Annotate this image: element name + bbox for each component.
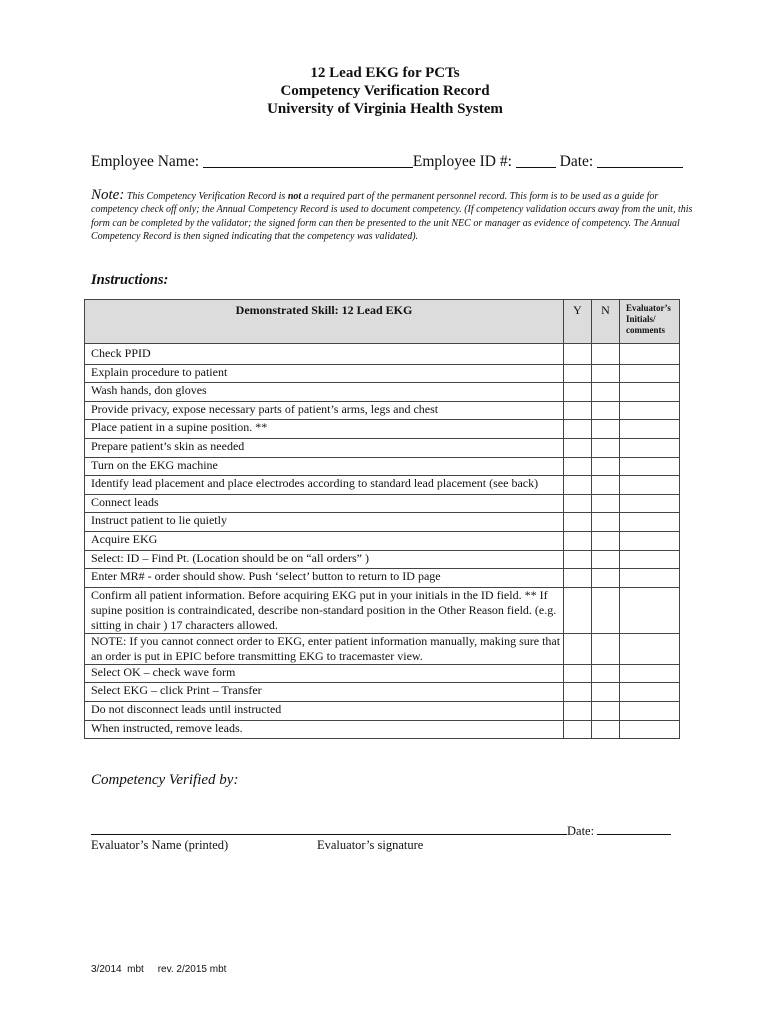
skill-cell: Connect leads [85,494,564,513]
form-header [0,64,770,118]
employee-name-label: Employee Name: [91,153,200,170]
skill-cell: Instruct patient to lie quietly [85,513,564,532]
yes-checkbox-cell[interactable] [564,401,592,420]
skill-cell: Select OK – check wave form [85,664,564,683]
table-row [85,401,680,420]
yes-checkbox-cell[interactable] [564,494,592,513]
evaluator-comment-cell[interactable] [620,683,680,702]
no-checkbox-cell[interactable] [592,438,620,457]
no-checkbox-cell[interactable] [592,476,620,495]
yes-checkbox-cell[interactable] [564,701,592,720]
no-checkbox-cell[interactable] [592,701,620,720]
yes-checkbox-cell[interactable] [564,457,592,476]
evaluator-comment-cell[interactable] [620,513,680,532]
date-label: Date: [559,153,594,170]
no-checkbox-cell[interactable] [592,683,620,702]
evaluator-comment-cell[interactable] [620,383,680,402]
skill-cell: Explain procedure to patient [85,364,564,383]
table-row [85,664,680,683]
evaluator-signature-field[interactable] [91,822,567,835]
skill-cell: Wash hands, don gloves [85,383,564,402]
table-row [85,587,680,633]
table-row [85,364,680,383]
instructions-heading: Instructions: [91,272,169,288]
yes-checkbox-cell[interactable] [564,383,592,402]
skill-cell: Select EKG – click Print – Transfer [85,683,564,702]
no-checkbox-cell[interactable] [592,664,620,683]
skill-column-header: Demonstrated Skill: 12 Lead EKG [85,300,564,344]
signature-date-field[interactable] [597,822,671,835]
evaluator-comment-cell[interactable] [620,531,680,550]
evaluator-comment-cell[interactable] [620,550,680,569]
table-row [85,438,680,457]
evaluator-comment-cell[interactable] [620,494,680,513]
table-header-row [85,300,680,344]
evaluator-comment-cell[interactable] [620,438,680,457]
employee-name-field[interactable] [203,153,413,168]
no-checkbox-cell[interactable] [592,494,620,513]
note-text-bold: not [287,191,302,202]
skill-cell: Enter MR# - order should show. Push ‘select’ button to return to ID page [85,569,564,588]
skill-cell: NOTE: If you cannot connect order to EKG, enter patient information manually, making sure that an order is put in EPIC before transmitting EKG to tracemaster view. [85,633,564,664]
note-label: Note: [91,187,125,203]
skill-cell: Provide privacy, expose necessary parts of patient’s arms, legs and chest [85,401,564,420]
signature-line [91,822,671,839]
skill-cell: Acquire EKG [85,531,564,550]
yes-checkbox-cell[interactable] [564,513,592,532]
yes-checkbox-cell[interactable] [564,438,592,457]
skill-cell: When instructed, remove leads. [85,720,564,739]
no-checkbox-cell[interactable] [592,513,620,532]
evaluator-name-label: Evaluator’s Name (printed) [91,838,229,852]
no-checkbox-cell[interactable] [592,550,620,569]
no-checkbox-cell[interactable] [592,531,620,550]
skill-cell: Turn on the EKG machine [85,457,564,476]
no-checkbox-cell[interactable] [592,587,620,633]
no-column-header: N [592,300,620,344]
table-row [85,701,680,720]
table-row [85,420,680,439]
table-row [85,344,680,365]
note-paragraph [91,189,696,243]
no-checkbox-cell[interactable] [592,344,620,365]
yes-checkbox-cell[interactable] [564,550,592,569]
evaluator-comment-cell[interactable] [620,401,680,420]
table-row [85,633,680,664]
no-checkbox-cell[interactable] [592,420,620,439]
table-row [85,531,680,550]
table-row [85,683,680,702]
yes-checkbox-cell[interactable] [564,633,592,664]
skill-cell: Prepare patient’s skin as needed [85,438,564,457]
evaluator-signature-label: Evaluator’s signature [317,838,424,852]
no-checkbox-cell[interactable] [592,569,620,588]
no-checkbox-cell[interactable] [592,401,620,420]
table-row [85,720,680,739]
yes-checkbox-cell[interactable] [564,720,592,739]
yes-checkbox-cell[interactable] [564,364,592,383]
employee-id-field[interactable] [516,153,556,168]
skill-cell: Confirm all patient information. Before acquiring EKG put in your initials in the ID field. ** If supine position is contraindicated, describe non-standard position in the Other Reason field. (e.g. sitting in chair ) 17 characters allowed. [85,587,564,633]
yes-column-header: Y [564,300,592,344]
skill-cell: Identify lead placement and place electrodes according to standard lead placement (see back) [85,476,564,495]
note-text-post: a required part of the permanent personnel record. This form is to be used as a guide for competency check off only; the Annual Competency Record is used to document competency. (If competency validation occurs away from the unit, this form can be completed by the validator; the signed form can then be presented to the unit NEC or manager as evidence of competency. The Annual Competency Record is then signed indicating that the competency was validated). [91,191,693,242]
revision-footer: 3/2014 mbt rev. 2/2015 mbt [91,964,227,975]
yes-checkbox-cell[interactable] [564,587,592,633]
skill-cell: Do not disconnect leads until instructed [85,701,564,720]
evaluator-comment-cell[interactable] [620,720,680,739]
date-field[interactable] [597,153,683,168]
table-row [85,476,680,495]
employee-info-line [91,153,683,171]
employee-id-label: Employee ID #: [412,153,512,170]
table-row [85,457,680,476]
competency-verified-heading: Competency Verified by: [91,772,239,788]
yes-checkbox-cell[interactable] [564,569,592,588]
yes-checkbox-cell[interactable] [564,664,592,683]
yes-checkbox-cell[interactable] [564,420,592,439]
evaluator-comment-cell[interactable] [620,476,680,495]
signature-date-label: Date: [567,824,595,838]
evaluator-comment-cell[interactable] [620,569,680,588]
yes-checkbox-cell[interactable] [564,683,592,702]
table-row [85,513,680,532]
no-checkbox-cell[interactable] [592,457,620,476]
yes-checkbox-cell[interactable] [564,531,592,550]
evaluator-comment-cell[interactable] [620,420,680,439]
organization-name: University of Virginia Health System [267,101,503,117]
evaluator-comment-cell[interactable] [620,587,680,633]
evaluator-comment-cell[interactable] [620,633,680,664]
skill-cell: Check PPID [85,344,564,365]
evaluator-comment-cell[interactable] [620,364,680,383]
yes-checkbox-cell[interactable] [564,476,592,495]
form-title: 12 Lead EKG for PCTs [310,65,460,81]
no-checkbox-cell[interactable] [592,633,620,664]
table-row [85,569,680,588]
skills-table [84,299,680,739]
skill-cell: Select: ID – Find Pt. (Location should be on “all orders” ) [85,550,564,569]
evaluator-column-header: Evaluator’s Initials/ comments [620,300,680,344]
no-checkbox-cell[interactable] [592,383,620,402]
no-checkbox-cell[interactable] [592,364,620,383]
table-row [85,494,680,513]
table-row [85,383,680,402]
no-checkbox-cell[interactable] [592,720,620,739]
table-row [85,550,680,569]
yes-checkbox-cell[interactable] [564,344,592,365]
skill-cell: Place patient in a supine position. ** [85,420,564,439]
evaluator-comment-cell[interactable] [620,701,680,720]
evaluator-comment-cell[interactable] [620,664,680,683]
note-text-pre: This Competency Verification Record is [126,191,286,202]
evaluator-comment-cell[interactable] [620,344,680,365]
form-subtitle: Competency Verification Record [280,83,490,99]
evaluator-comment-cell[interactable] [620,457,680,476]
